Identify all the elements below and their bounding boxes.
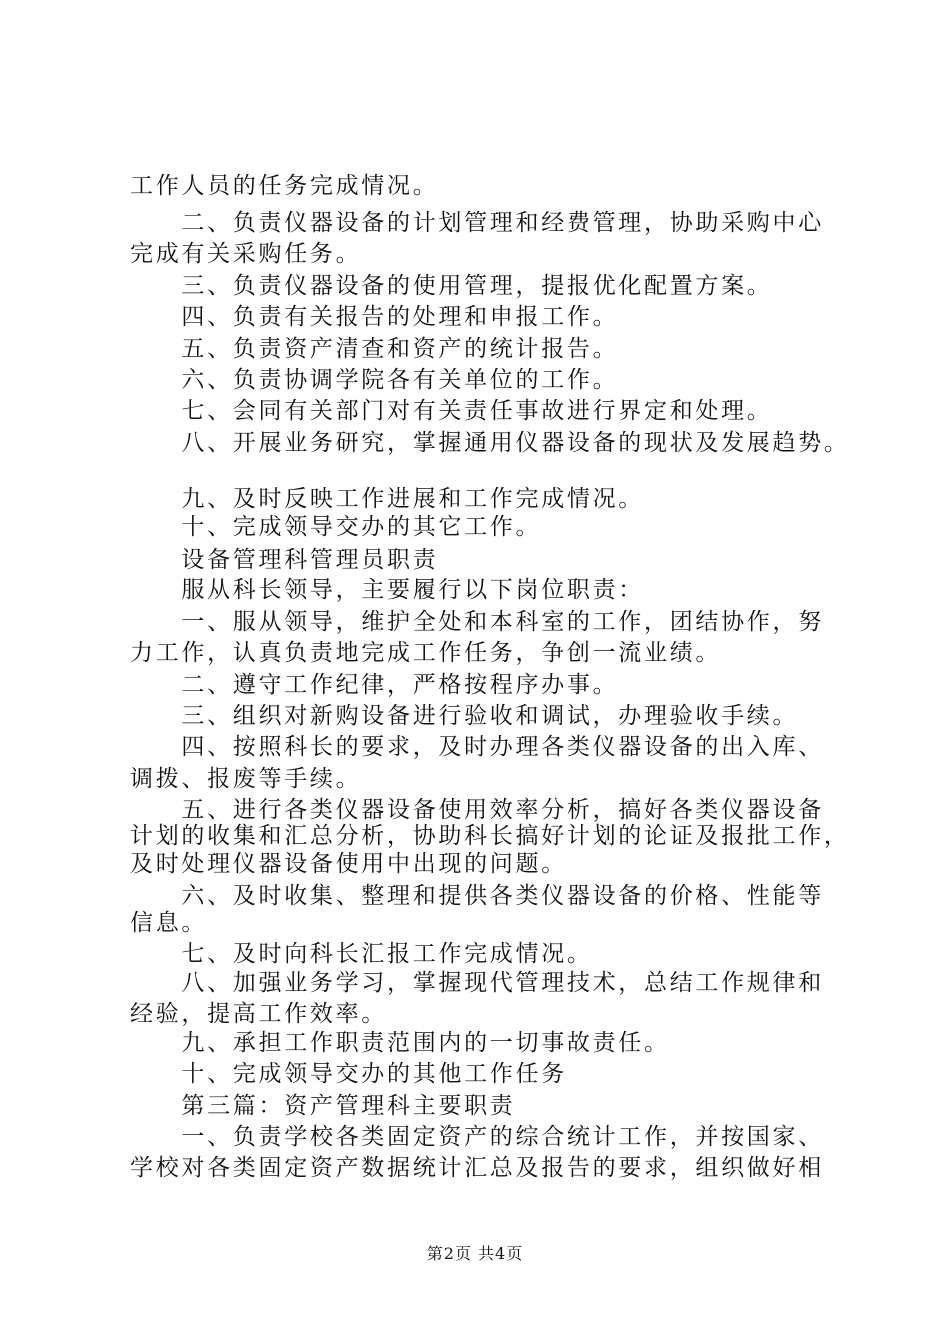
text-line: 九、及时反映工作进展和工作完成情况。 bbox=[130, 486, 644, 512]
text-line: 二、负责仪器设备的计划管理和经费管理，协助采购中心 bbox=[130, 210, 824, 236]
text-line: 十、完成领导交办的其它工作。 bbox=[130, 514, 542, 540]
text-line: 四、负责有关报告的处理和申报工作。 bbox=[130, 304, 619, 330]
text-line: 完成有关采购任务。 bbox=[130, 241, 362, 267]
text-line: 力工作，认真负责地完成工作任务，争创一流业绩。 bbox=[130, 640, 722, 666]
text-line: 计划的收集和汇总分析，协助科长搞好计划的论证及报批工作， bbox=[130, 823, 850, 849]
text-line: 服从科长领导，主要履行以下岗位职责： bbox=[130, 577, 644, 603]
text-line: 二、遵守工作纪律，严格按程序办事。 bbox=[130, 672, 619, 698]
text-line: 一、服从领导，维护全处和本科室的工作，团结协作，努 bbox=[130, 609, 824, 635]
text-line: 五、负责资产清查和资产的统计报告。 bbox=[130, 336, 619, 362]
text-line: 学校对各类固定资产数据统计汇总及报告的要求，组织做好相 bbox=[130, 1155, 824, 1181]
text-line: 六、及时收集、整理和提供各类仪器设备的价格、性能等 bbox=[130, 883, 824, 909]
section-heading: 设备管理科管理员职责 bbox=[130, 547, 439, 573]
text-line: 八、加强业务学习，掌握现代管理技术，总结工作规律和 bbox=[130, 970, 824, 996]
text-line: 五、进行各类仪器设备使用效率分析，搞好各类仪器设备 bbox=[130, 797, 824, 823]
text-line: 九、承担工作职责范围内的一切事故责任。 bbox=[130, 1030, 670, 1056]
section-heading: 第三篇：资产管理科主要职责 bbox=[130, 1093, 516, 1119]
text-line: 工作人员的任务完成情况。 bbox=[130, 173, 439, 199]
text-line: 信息。 bbox=[130, 910, 208, 936]
text-line: 七、会同有关部门对有关责任事故进行界定和处理。 bbox=[130, 398, 773, 424]
text-line: 一、负责学校各类固定资产的综合统计工作，并按国家、 bbox=[130, 1124, 824, 1150]
page-number-footer: 第2页 共4页 bbox=[426, 1244, 524, 1263]
text-line: 经验，提高工作效率。 bbox=[130, 1001, 387, 1027]
text-line: 三、组织对新购设备进行验收和调试，办理验收手续。 bbox=[130, 703, 799, 729]
text-line: 四、按照科长的要求，及时办理各类仪器设备的出入库、 bbox=[130, 734, 824, 760]
text-line: 六、负责协调学院各有关单位的工作。 bbox=[130, 367, 619, 393]
text-line: 七、及时向科长汇报工作完成情况。 bbox=[130, 941, 593, 967]
text-line: 十、完成领导交办的其他工作任务 bbox=[130, 1061, 567, 1087]
text-line: 八、开展业务研究，掌握通用仪器设备的现状及发展趋势。 bbox=[130, 430, 850, 456]
text-line: 三、负责仪器设备的使用管理，提报优化配置方案。 bbox=[130, 273, 773, 299]
text-line: 及时处理仪器设备使用中出现的问题。 bbox=[130, 851, 567, 877]
text-line: 调拨、报废等手续。 bbox=[130, 766, 362, 792]
